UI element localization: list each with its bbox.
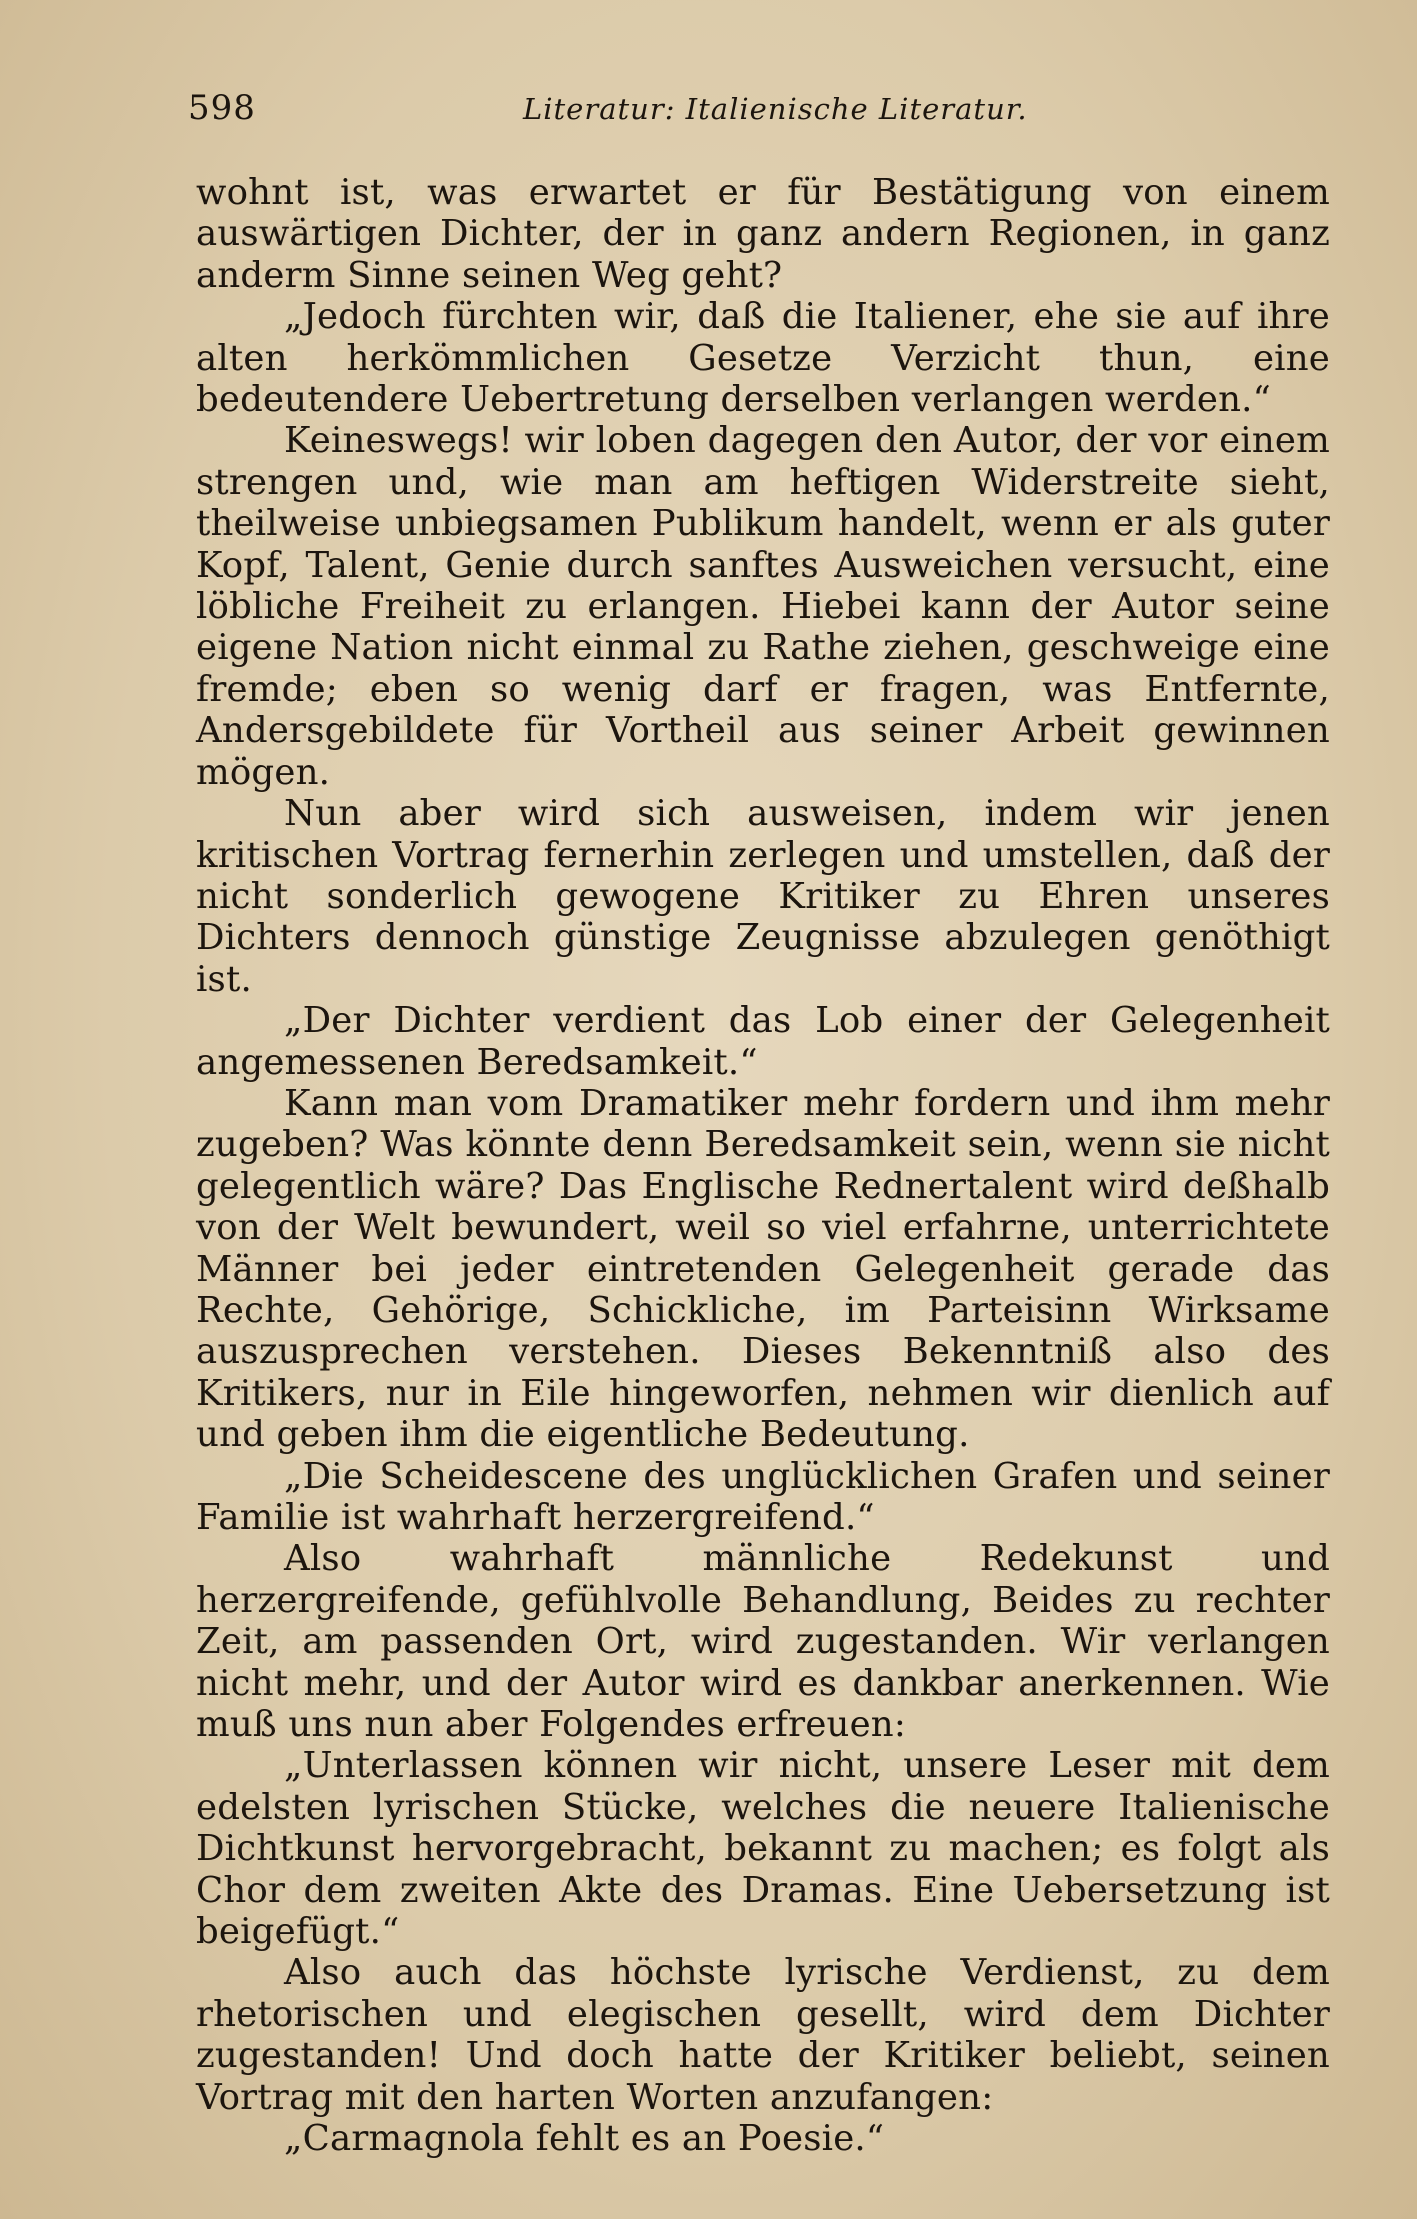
page-number: 598 [188, 88, 256, 128]
paragraph-quote: „Der Dichter verdient das Lob einer der Gelegenheit angemessenen Beredsamkeit.“ [196, 1000, 1330, 1083]
page-header [188, 88, 1328, 138]
paragraph: Keineswegs! wir loben dagegen den Autor, der vor einem strengen und, wie man am heftigen Widerstreite sieht, theilweise unbiegsamen Publikum handelt, wenn er als guter Kopf, Talent, Genie durch sanftes Ausweichen versucht, eine löbliche Freiheit zu erlangen. Hiebei kann der Autor seine eigene Nation nicht einmal zu Rathe ziehen, geschweige eine fremde; eben so wenig darf er fragen, was Entfernte, Andersgebildete für Vortheil aus seiner Arbeit gewinnen mögen. [196, 420, 1330, 793]
paragraph: Kann man vom Dramatiker mehr fordern und ihm mehr zugeben? Was könnte denn Beredsamkeit sein, wenn sie nicht gelegentlich wäre? Das Englische Rednertalent wird deßhalb von der Welt bewundert, weil so viel erfahrne, unterrichtete Männer bei jeder eintretenden Gelegenheit gerade das Rechte, Gehörige, Schickliche, im Parteisinn Wirksame auszusprechen verstehen. Dieses Bekenntniß also des Kritikers, nur in Eile hingeworfen, nehmen wir dienlich auf und geben ihm die eigentliche Bedeutung. [196, 1082, 1330, 1456]
paragraph-quote: „Die Scheidescene des unglücklichen Grafen und seiner Familie ist wahrhaft herzergreifend.“ [196, 1455, 1330, 1538]
paragraph-quote: „Unterlassen können wir nicht, unsere Leser mit dem edelsten lyrischen Stücke, welches die neuere Italienische Dichtkunst hervorgebracht, bekannt zu machen; es folgt als Chor dem zweiten Akte des Dramas. Eine Uebersetzung ist beigefügt.“ [196, 1745, 1330, 1953]
paragraph-continuation: wohnt ist, was erwartet er für Bestätigung von einem auswärtigen Dichter, der in ganz andern Regionen, in ganz anderm Sinne seinen Weg geht? [196, 172, 1330, 296]
body-text [196, 172, 1330, 2160]
paragraph: Also auch das höchste lyrische Verdienst, zu dem rhetorischen und elegischen gesellt, wird dem Dichter zugestanden! Und doch hatte der Kritiker beliebt, seinen Vortrag mit den harten Worten anzufangen: [196, 1952, 1330, 2118]
paragraph-quote: „Carmagnola fehlt es an Poesie.“ [284, 2118, 885, 2160]
paragraph: Nun aber wird sich ausweisen, indem wir jenen kritischen Vortrag fernerhin zerlegen und umstellen, daß der nicht sonderlich gewogene Kritiker zu Ehren unseres Dichters dennoch günstige Zeugnisse abzulegen genöthigt ist. [196, 793, 1330, 1000]
paragraph-quote: „Jedoch fürchten wir, daß die Italiener, ehe sie auf ihre alten herkömmlichen Gesetze Verzicht thun, eine bedeutendere Uebertretung derselben verlangen werden.“ [196, 296, 1330, 421]
running-title: Literatur: Italienische Literatur. [523, 92, 1028, 126]
paragraph: Also wahrhaft männliche Redekunst und herzergreifende, gefühlvolle Behandlung, Beides zu rechter Zeit, am passenden Ort, wird zugestanden. Wir verlangen nicht mehr, und der Autor wird es dankbar anerkennen. Wie muß uns nun aber Folgendes erfreuen: [196, 1538, 1330, 1746]
